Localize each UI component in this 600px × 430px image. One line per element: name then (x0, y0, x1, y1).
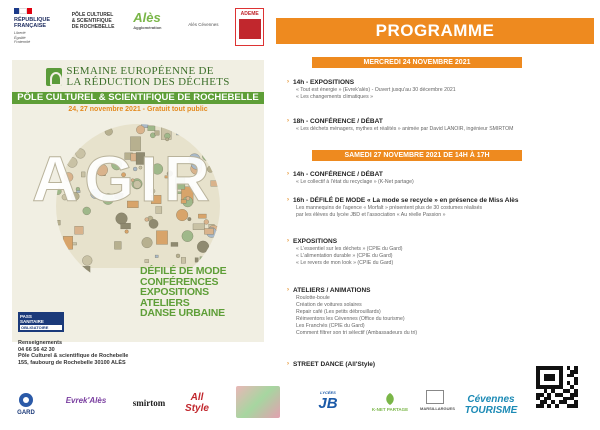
event-5-line-1: « L'essentiel sur les déchets » (CPIE du Gard) (296, 246, 403, 252)
doodle-shape (171, 242, 178, 246)
doodle-shape (83, 266, 90, 277)
event-6 (287, 286, 587, 337)
doodle-shape (240, 259, 243, 262)
doodle-shape (251, 209, 257, 214)
event-poster (12, 60, 264, 366)
doodle-shape (44, 115, 54, 125)
doodle-shape (63, 236, 72, 249)
pole-logo-line-3: DE ROCHEBELLE (71, 24, 115, 30)
doodle-shape (75, 226, 84, 234)
doodle-shape (155, 131, 159, 135)
doodle-shape (45, 222, 53, 230)
doodle-shape (252, 209, 257, 214)
doodle-shape (204, 228, 213, 234)
activity-conferences: CONFÉRENCES (140, 275, 219, 288)
day-1-bar: MERCREDI 24 NOVEMBRE 2021 (312, 57, 522, 68)
event-2 (287, 117, 587, 133)
doodle-shape (15, 209, 19, 213)
partner-logos (0, 384, 530, 424)
doodle-shape (145, 218, 149, 222)
doodle-shape (229, 151, 233, 157)
doodle-shape (93, 124, 98, 129)
doodle-shape (114, 242, 121, 250)
ademe-logo-mark (239, 19, 261, 39)
doodle-shape (230, 167, 235, 172)
doodle-shape (227, 213, 236, 222)
doodle-shape (195, 258, 198, 262)
doodle-shape (243, 235, 250, 242)
doodle-shape (82, 256, 92, 266)
qr-code[interactable] (536, 366, 578, 408)
doodle-shape (176, 129, 183, 135)
doodle-shape (193, 224, 205, 230)
doodle-shape (243, 152, 249, 157)
cevennes-tourisme-logo: Cévennes TOURISME (464, 394, 518, 416)
doodle-shape (233, 219, 239, 227)
doodle-shape (44, 236, 53, 245)
event-3 (287, 170, 587, 186)
doodle-shape (248, 182, 253, 187)
doodle-shape (223, 130, 230, 137)
doodle-shape (11, 181, 21, 191)
doodle-shape (142, 237, 153, 248)
ales-cevennes-logo (183, 8, 223, 27)
event-5-line-2: « L'alimentation durable » (CPIE du Gard) (296, 253, 393, 259)
doodle-shape (253, 136, 260, 146)
fashion-photo (236, 386, 280, 418)
event-3-title: 14h - CONFÉRENCE / DÉBAT (293, 171, 383, 178)
knet-logo (370, 392, 410, 412)
event-6-line-4: Réinventons les Cévennes (Office du tourisme) (296, 316, 405, 322)
renseign-title: Renseignements (18, 340, 63, 346)
evrekales-logo: Evrek'Alès (65, 396, 107, 405)
semaine-line-2: LA RÉDUCTION DES DÉCHETS (66, 76, 230, 88)
doodle-shape (166, 138, 169, 141)
ales-logo-text: Alès (133, 10, 161, 25)
doodle-shape (188, 217, 192, 221)
doodle-shape (41, 115, 51, 125)
doodle-shape (230, 225, 233, 228)
renseignements (18, 340, 158, 366)
recycle-bin-icon (46, 68, 62, 86)
activity-ateliers: ATELIERS (140, 296, 190, 309)
event-5-line-3: « Le revers de mon look » (CPIE du Gard) (296, 260, 394, 266)
header-logos (14, 8, 264, 52)
doodle-shape (204, 220, 209, 225)
motto-line-3: Fraternité (14, 40, 31, 44)
event-6-line-3: Repair café (Les petits débrouillards) (296, 309, 381, 315)
doodle-shape (35, 250, 43, 258)
doodle-shape (145, 259, 149, 262)
event-4 (287, 196, 587, 219)
event-3-line-1: « Le collectif à l'état du recyclage » (K-Net partage) (296, 179, 414, 185)
activities-list (140, 266, 260, 319)
ademe-logo-text: ADEME (240, 11, 259, 17)
event-dates: 24, 27 novembre 2021 - Gratuit tout public (68, 106, 208, 113)
doodle-shape (125, 230, 129, 234)
lycees-logo-text: LYCÉES (320, 390, 336, 395)
semaine-line-1: SEMAINE EUROPÉENNE DE (66, 65, 214, 77)
doodle-shape (14, 210, 18, 214)
event-4-line-1: Les mannequins de l'agence « Morfalt » présentent plus de 30 costumes réalisés (296, 205, 483, 211)
qr-module (574, 404, 578, 408)
programme-title: PROGRAMME (276, 18, 594, 44)
doodle-shape (246, 116, 252, 122)
doodle-shape (181, 257, 186, 263)
event-2-line-1: « Les déchets ménagers, mythes et réalités » animée par David LANOIR, ingénieur SMIRTOM (296, 126, 514, 132)
event-6-line-6: Comment filtrer son tri sélectif (Ambassadeurs du tri) (296, 330, 418, 336)
motto-line-1: Liberté (14, 31, 26, 35)
knet-leaf-icon (383, 392, 397, 406)
chevron-right-icon: › (287, 361, 289, 367)
doodle-shape (176, 254, 180, 258)
doodle-shape (121, 223, 131, 229)
activity-defile: DÉFILÉ DE MODE (140, 265, 227, 277)
renseign-venue: Pôle Culturel & scientifique de Rochebelle (18, 353, 129, 359)
french-flag-icon (14, 8, 32, 14)
doodle-shape (109, 121, 113, 125)
doodle-shape (155, 255, 158, 258)
ales-logo-sub: Agglomération (133, 25, 162, 30)
doodle-shape (148, 126, 155, 131)
event-5 (287, 237, 587, 267)
day-2-bar: SAMEDI 27 NOVEMBRE 2021 DE 14H À 17H (312, 150, 522, 161)
doodle-shape (49, 219, 58, 228)
renseign-phone: 04 66 56 42 30 (18, 346, 55, 353)
pole-culturel-logo (72, 8, 122, 30)
doodle-shape (11, 238, 23, 250)
gard-logo-text: GARD (17, 410, 35, 416)
lycees-logo: LYCÉES JB (306, 390, 350, 412)
doodle-shape (105, 128, 113, 136)
gard-emblem-icon (17, 392, 35, 408)
event-6-title: ATELIERS / ANIMATIONS (293, 287, 371, 294)
doodle-shape (17, 152, 29, 162)
doodle-shape (252, 252, 257, 255)
event-4-line-2: par les élèves du lycée JBD et l'association « Au réelle Passion » (296, 212, 446, 218)
doodle-shape (51, 220, 60, 225)
chevron-right-icon: › (287, 118, 289, 124)
marsillargues-emblem (426, 390, 444, 404)
chevron-right-icon: › (287, 287, 289, 293)
pass-sanitaire-badge (18, 312, 64, 332)
doodle-shape (156, 231, 167, 245)
chevron-right-icon: › (287, 79, 289, 85)
renseign-address: 155, faubourg de Rochebelle 30100 ALÈS (18, 359, 126, 366)
event-5-title: EXPOSITIONS (293, 238, 338, 245)
doodle-shape (24, 229, 31, 236)
event-1-title: 14h - EXPOSITIONS (293, 79, 355, 86)
doodle-shape (23, 199, 29, 204)
chevron-right-icon: › (287, 197, 289, 203)
doodle-shape (136, 126, 144, 134)
allstyle-logo: All Style (185, 392, 209, 414)
cevennes-logo-text: Alès Cévennes (188, 22, 219, 27)
doodle-shape (197, 241, 209, 253)
chevron-right-icon: › (287, 238, 289, 244)
doodle-shape (34, 263, 41, 270)
doodle-shape (182, 230, 193, 241)
marsillargues-logo-text: MARSILLARGUES (420, 406, 455, 411)
event-2-title: 18h - CONFÉRENCE / DÉBAT (293, 118, 383, 125)
activity-expositions: EXPOSITIONS (140, 286, 209, 298)
pass-badge: OBLIGATOIRE (20, 325, 62, 330)
marsillargues-logo (420, 390, 455, 411)
pole-banner: PÔLE CULTUREL & SCIENTIFIQUE DE ROCHEBELLE (12, 92, 264, 104)
doodle-shape (18, 148, 26, 156)
event-1-line-2: « Les changements climatiques » (296, 94, 373, 100)
doodle-shape (255, 215, 259, 219)
event-1-line-1: « Tout est énergie » (Evrek'alès) - Ouvert jusqu'au 30 décembre 2021 (296, 87, 456, 93)
event-1 (287, 78, 587, 101)
event-7-title: STREET DANCE (All'Style) (293, 361, 376, 368)
knet-logo-text: K-NET PARTAGE (371, 407, 409, 412)
semaine-title (12, 66, 264, 88)
doodle-shape (238, 141, 243, 146)
pass-line-2: SANITAIRE (20, 319, 44, 324)
event-6-line-1: Roulotte-boule (296, 295, 330, 301)
doodle-shape (149, 219, 158, 228)
doodle-shape (216, 142, 222, 148)
activity-danse: DANSE URBAINE (140, 307, 225, 319)
pole-logo-line-1: PÔLE CULTUREL (71, 12, 114, 18)
event-4-title: 16h - DÉFILÉ DE MODE « La mode se recycle » en présence de Miss Alès (293, 197, 519, 204)
agir-word: AGIR (32, 143, 216, 215)
event-6-line-5: Les Franchés (CPIE du Gard) (296, 323, 365, 329)
ademe-logo (235, 8, 264, 46)
ales-agglomeration-logo (133, 8, 171, 30)
gard-logo (14, 392, 38, 416)
pass-line-1: PASS (20, 314, 32, 319)
motto-line-2: Égalité (14, 35, 26, 40)
poster-header (12, 60, 264, 113)
pole-logo-line-2: & SCIENTIFIQUE (71, 18, 112, 24)
event-6-line-2: Création de voitures solaires (296, 302, 362, 308)
republique-francaise-logo (14, 8, 60, 45)
doodle-shape (228, 180, 234, 188)
doodle-shape (18, 121, 23, 125)
doodle-shape (41, 248, 50, 257)
republique-line-1: RÉPUBLIQUE (14, 17, 51, 23)
smirtom-logo: smirtom (132, 398, 166, 408)
republique-line-2: FRANÇAISE (14, 23, 47, 29)
chevron-right-icon: › (287, 171, 289, 177)
